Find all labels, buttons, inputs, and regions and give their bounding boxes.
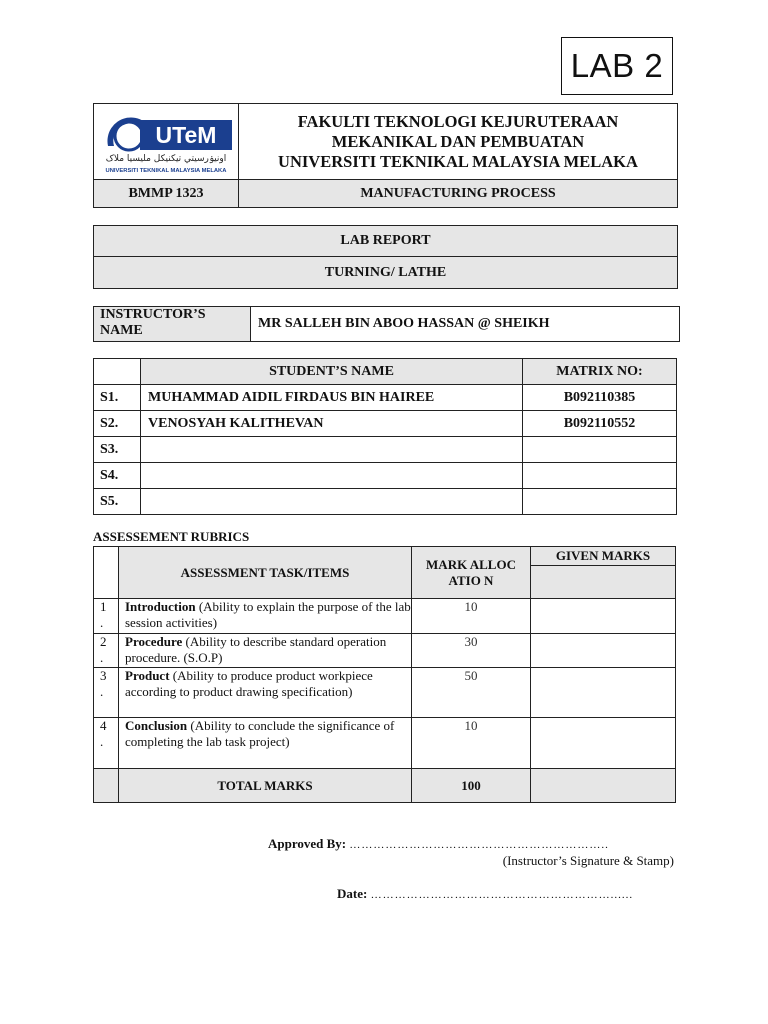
faculty-header-table (93, 103, 678, 208)
logo-circle (115, 122, 143, 150)
total-given-marks (531, 769, 676, 803)
student-matrix: B092110385 (523, 385, 677, 411)
report-title-table (93, 225, 678, 289)
date-label: Date: (337, 886, 368, 901)
rubric-row (94, 599, 676, 634)
given-marks-subheader (531, 566, 676, 599)
student-name: MUHAMMAD AIDIL FIRDAUS BIN HAIREE (141, 385, 523, 411)
rubric-task (119, 668, 412, 718)
logo-arabic-text: اونيۏرسيتي تيكنيکل مليسيا ملاک (105, 153, 227, 164)
rubric-num (94, 718, 119, 769)
student-id: S5. (94, 489, 141, 515)
students-id-header (94, 359, 141, 385)
student-name-header: STUDENT’S NAME (141, 359, 523, 385)
student-id: S2. (94, 411, 141, 437)
rubric-given-marks (531, 668, 676, 718)
student-row (94, 463, 677, 489)
student-matrix (523, 489, 677, 515)
rubric-task (119, 718, 412, 769)
student-row (94, 385, 677, 411)
rubric-row (94, 718, 676, 769)
rubric-num-dot: . (100, 615, 104, 630)
student-matrix: B092110552 (523, 411, 677, 437)
student-name: VENOSYAH KALITHEVAN (141, 411, 523, 437)
student-name (141, 489, 523, 515)
student-name (141, 437, 523, 463)
student-id: S4. (94, 463, 141, 489)
rubric-marks: 10 (412, 599, 531, 634)
rubric-marks: 30 (412, 634, 531, 668)
rubric-row (94, 634, 676, 668)
given-marks-header: GIVEN MARKS (531, 547, 676, 566)
rubric-total-num (94, 769, 119, 803)
student-id: S1. (94, 385, 141, 411)
rubric-given-marks (531, 718, 676, 769)
rubric-row (94, 668, 676, 718)
rubric-num-dot: . (100, 650, 104, 665)
student-row (94, 411, 677, 437)
approved-by-label: Approved By: (268, 836, 347, 851)
rubric-task-desc: (Ability to describe standard operation procedure. (S.O.P) (125, 634, 387, 665)
approved-by-dots: ……………………………………………………….. (349, 839, 609, 851)
rubric-num-text: 1 (100, 599, 107, 614)
instructor-name: MR SALLEH BIN ABOO HASSAN @ SHEIKH (251, 307, 680, 342)
rubric-num (94, 668, 119, 718)
rubrics-title: ASSESSEMENT RUBRICS (93, 529, 250, 544)
student-matrix (523, 437, 677, 463)
rubric-num-dot: . (100, 734, 104, 749)
lab-number: LAB 2 (570, 47, 664, 84)
task-header: ASSESSMENT TASK/ITEMS (119, 547, 412, 599)
rubric-task-title: Introduction (125, 599, 196, 614)
rubric-num (94, 599, 119, 634)
total-marks-label: TOTAL MARKS (119, 769, 412, 803)
rubric-given-marks (531, 634, 676, 668)
faculty-line-3: UNIVERSITI TEKNIKAL MALAYSIA MELAKA (278, 151, 638, 171)
date-dots: ……………………………………………………...... (370, 889, 634, 901)
faculty-line-2: MEKANIKAL DAN PEMBUATAN (331, 131, 585, 151)
report-title: LAB REPORT (94, 226, 678, 257)
rubric-num-text: 3 (100, 668, 107, 683)
faculty-line-1: FAKULTI TEKNOLOGI KEJURUTERAAN (297, 111, 619, 131)
course-code: BMMP 1323 (94, 180, 239, 208)
rubric-task-title: Procedure (125, 634, 183, 649)
mark-allocation-header (412, 547, 531, 599)
rubric-marks: 10 (412, 718, 531, 769)
approved-by-line (268, 836, 609, 852)
logo-sub-text: UNIVERSITI TEKNIKAL MALAYSIA MELAKA (105, 167, 227, 174)
rubric-task (119, 634, 412, 668)
students-table (93, 358, 677, 515)
mark-allocation-header-text: MARK ALLOCATIO N (426, 556, 516, 588)
matrix-header: MATRIX NO: (523, 359, 677, 385)
student-name (141, 463, 523, 489)
utem-logo (96, 106, 236, 178)
instructor-table (93, 306, 680, 342)
date-line (337, 886, 633, 902)
instructor-label (94, 307, 251, 342)
rubric-num-text: 2 (100, 634, 107, 649)
rubric-num-dot: . (100, 684, 104, 699)
instructor-label-text: INSTRUCTOR’S NAME (100, 307, 206, 338)
rubric-task-title: Conclusion (125, 718, 188, 733)
rubric-total-row (94, 769, 676, 803)
student-matrix (523, 463, 677, 489)
logo-cell (94, 104, 239, 180)
rubric-task (119, 599, 412, 634)
student-id: S3. (94, 437, 141, 463)
signature-note: (Instructor’s Signature & Stamp) (502, 853, 674, 868)
total-marks-value: 100 (412, 769, 531, 803)
rubric-marks: 50 (412, 668, 531, 718)
rubric-task-desc: (Ability to produce product workpiece according to product drawing specification) (125, 668, 373, 699)
rubric-task-title: Product (125, 668, 170, 683)
rubric-given-marks (531, 599, 676, 634)
rubric-task-desc: (Ability to explain the purpose of the lab session activities) (125, 599, 411, 630)
course-name: MANUFACTURING PROCESS (239, 180, 678, 208)
rubric-num-text: 4 (100, 718, 107, 733)
rubric-task-desc: (Ability to conclude the significance of completing the lab task project) (125, 718, 395, 749)
rubric-num-header (94, 547, 119, 599)
lab-number-box (561, 37, 673, 95)
logo-brand-text: UTeM (155, 121, 217, 148)
student-row (94, 489, 677, 515)
student-row (94, 437, 677, 463)
rubric-num (94, 634, 119, 668)
faculty-name-cell (239, 104, 678, 180)
report-subtitle: TURNING/ LATHE (94, 257, 678, 289)
rubrics-table (93, 546, 676, 803)
